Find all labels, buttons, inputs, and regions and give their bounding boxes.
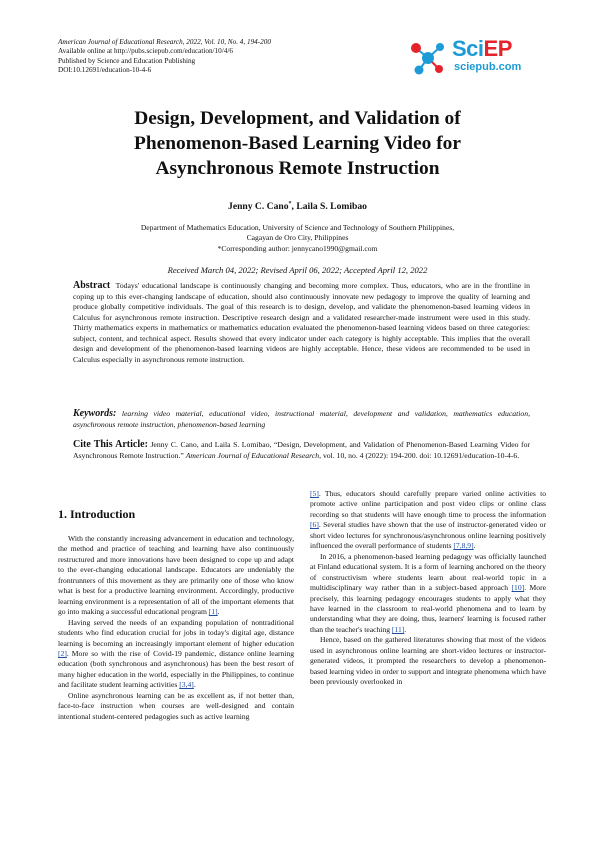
affiliation-line-2: Cagayan de Oro City, Philippines <box>246 233 349 243</box>
affiliation-line-1: Department of Mathematics Education, University of Science and Technology of Southern Philippines, <box>140 223 455 232</box>
keywords-label: Keywords: <box>73 408 117 419</box>
corresponding-author: *Corresponding author: jennycano1990@gmail.com <box>217 243 378 253</box>
abstract-text: Todays' educational landscape is continuously changing and becoming more complex. Thus, educators, who are in the frontline in coping up to this ever-changing landscape of education, should also continuously innovate new pedagogy to improve the quality of learning and produce globally competitive individuals. The goal of this research is to design, develop, and validate the phenomenon-based learning videos in Calculus for asynchronous remote instruction. Descriptive research design and a validated researcher-made instrument were used in this study. Thirty mathematics experts in mathematics or mathematics education evaluated the phenomenon-based learning videos based on three categories: subject, content, and technical aspect. Results showed that every indicator under each category is highly acceptable. This implies that the overall design and development of the phenomenon-based learning videos are highly acceptable. Hence, these videos are recommended to be used in Calculus especially in asynchronous remote instruction. <box>73 281 530 364</box>
citation-link[interactable]: [1] <box>208 607 218 617</box>
p2-text: Having served the needs of an expanding population of nontraditional students who find education crucial for jobs in today's digital age, distance learning is becoming an increasingly important element of higher education <box>58 617 294 648</box>
doi-line[interactable]: DOI:10.12691/education-10-4-6 <box>58 66 152 75</box>
author-1: Jenny C. Cano <box>228 201 289 213</box>
citation-link[interactable]: [3,4] <box>179 680 194 690</box>
logo-wordmark <box>452 37 512 61</box>
p4-text: In 2016, a phenomenon-based learning pedagogy was officially launched at Finland educational system. It is a form of learning anchored on the theory of constructivism where students learn about real-world topic in a multidisciplinary way rather than in a subject-based approach <box>310 551 546 593</box>
logo-ep: EP <box>483 36 512 61</box>
cite-journal: American Journal of Educational Research <box>185 450 320 460</box>
sciep-logo[interactable] <box>406 36 546 80</box>
title-line-1: Design, Development, and Validation of <box>134 108 461 129</box>
p3-mid2: . Several studies have shown that the use of instructor-generated video or short video lectures for synchronous/asynchronous online learning positively influenced the overall performance of students <box>310 520 546 551</box>
intro-paragraph-4 <box>310 552 546 636</box>
citation-link[interactable]: [11] <box>391 624 405 634</box>
keywords-text: learning video material, educational video, instructional material, development and validation, mathematics education, asynchronous remote instruction, phenomenon-based learning <box>73 409 531 429</box>
p3-text: Online asynchronous learning can be as excellent as, if not better than, face-to-face instruction when courses are well-designed and contain intentional student-centered pedagogies such as active learning <box>58 690 294 721</box>
left-column <box>58 534 294 722</box>
available-line[interactable]: Available online at http://pubs.sciepub.com/education/10/4/6 <box>58 47 233 56</box>
cite-this-article <box>73 440 530 461</box>
citation-link[interactable]: [10] <box>511 583 525 593</box>
intro-paragraph-3 <box>58 691 294 722</box>
abstract <box>73 281 530 365</box>
author-separator: , <box>291 201 297 213</box>
p4-end: . <box>404 624 407 634</box>
logo-sci: Sci <box>452 36 484 61</box>
logo-url: sciepub.com <box>454 61 522 73</box>
cite-label: Cite This Article: <box>73 439 148 450</box>
p2-mid: . More so with the rise of Covid-19 pandemic, distance online learning education (both synchronous and asynchronous) has been the best resort of many higher education in the world, especially in the Philippines, to continue and facilitate student learning activities <box>58 648 294 690</box>
received-dates: Received March 04, 2022; Revised April 06, 2022; Accepted April 12, 2022 <box>167 265 428 275</box>
publisher-line: Published by Science and Education Publishing <box>58 56 196 65</box>
affiliation <box>90 223 505 254</box>
keywords <box>73 409 530 430</box>
cite-part-1: Jenny C. Cano, and Laila S. Lomibao, “Design, Development, and Validation of Phenomenon-Based Learning Video for Asynchronous Remote Instruction.” <box>73 440 530 460</box>
p2-end: . <box>193 680 196 690</box>
author-list <box>60 201 535 212</box>
intro-paragraph-2 <box>58 618 294 691</box>
intro-paragraph-3-cont <box>310 489 546 552</box>
p4-mid: . More precisely, this learning pedagogy encourages students to apply what they have learned in the classroom to real-world phenomena and to learn by understanding what they are doing, thus, learners' learning is focused rather than the teacher's teaching <box>310 583 547 634</box>
journal-line: American Journal of Educational Research, 2022, Vol. 10, No. 4, 194-200 <box>58 38 271 46</box>
section-heading-introduction: 1. Introduction <box>58 507 136 521</box>
p1-text: With the constantly increasing advancement in education and technology, the method and practice of teaching and learning have also continuously restructured and more innovations have been designed to cope up and adapt to the ever-changing educational landscape. Educators are undeniably the frontrunners of this movement as they are primarily one of those who know what is best for a productive learning environment. Accordingly, productive learning environment is a representation of all of the important elements that go into making a successful educational program <box>58 534 294 617</box>
paper-title <box>60 106 535 181</box>
header-meta <box>58 38 388 76</box>
molecule-icon <box>406 38 448 78</box>
p3-end: . <box>473 541 476 551</box>
title-line-3: Asynchronous Remote Instruction <box>155 158 440 179</box>
title-line-2: Phenomenon-Based Learning Video for <box>134 133 461 154</box>
p1-end: . <box>217 607 220 617</box>
corresponding-mark: * <box>288 201 292 207</box>
citation-link[interactable]: [6] <box>310 520 319 530</box>
abstract-label: Abstract <box>73 280 111 291</box>
citation-link[interactable]: [2] <box>58 648 67 658</box>
right-column <box>310 489 546 688</box>
author-2: Laila S. Lomibao <box>296 201 367 213</box>
cite-part-2: , vol. 10, no. 4 (2022): 194-200. doi: 10.12691/education-10-4-6. <box>319 450 520 460</box>
intro-paragraph-1 <box>58 534 294 618</box>
citation-link[interactable]: [5] <box>310 489 319 498</box>
citation-link[interactable]: [7,8,9] <box>453 541 474 551</box>
intro-paragraph-5 <box>310 635 546 687</box>
p5-text: Hence, based on the gathered literatures showing that most of the videos used in asynchronous online learning are short-video lectures or instructor-generated videos, it prompted the researchers to develop a phenomenon-based learning video in order to support and integrate phenomena which have been previously overlooked in <box>310 635 546 687</box>
p3-mid: . Thus, educators should carefully prepare varied online activities to promote active online participation and post video clips or online class recording so that students will have enough time to process the information <box>310 489 546 519</box>
